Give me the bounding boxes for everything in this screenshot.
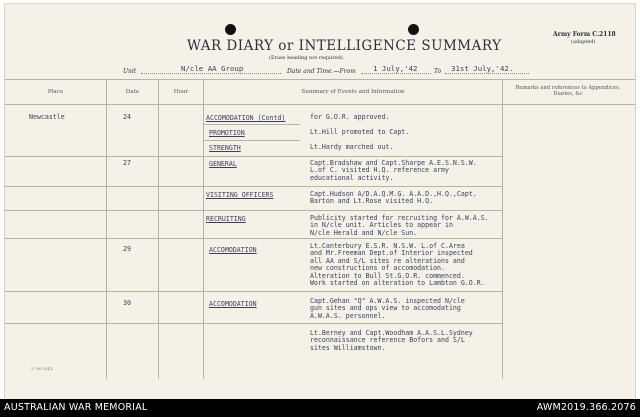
column-header-place: Place	[47, 88, 64, 95]
archive-footer-bar	[0, 399, 640, 417]
row-rule	[5, 291, 502, 292]
column-divider	[158, 79, 159, 379]
row-rule	[5, 238, 502, 239]
column-header-remarks: Remarks and references to Appendices, Diaries, &c	[515, 85, 621, 97]
entry-text: Lt.Berney and Capt.Woodham A.A.S.L.Sydney reconnaissance reference Bofors and S/L sites Williamstown.	[310, 329, 473, 352]
entry-text: Lt.Canterbury E.S.R. N.S.W. L.of C.Area and Mr.Freeman Dept.of Interior inspected all AA and S/L sites re alterations and new constructions of accomodation. Alteration to Bull St.G.O.R. commenced. Work started on alteration to Lambton G.O.R.	[310, 242, 485, 288]
entry-text: Capt.Gehan "Q" A.W.A.S. inspected N/cle gun sites and ops view to accomodating A.W.A.S. personnel.	[310, 297, 465, 320]
entry-subject: ACCOMODATION	[209, 246, 257, 254]
column-divider	[502, 79, 503, 379]
row-rule	[204, 140, 300, 141]
row-rule	[5, 323, 502, 324]
row-rule	[5, 210, 502, 211]
form-title: WAR DIARY or INTELLIGENCE SUMMARY	[187, 38, 502, 54]
unit-label: Unit	[123, 68, 137, 75]
entry-subject: ACCOMODATION	[209, 300, 257, 308]
entry-date: 30	[123, 299, 131, 307]
punch-hole	[225, 24, 236, 35]
entry-subject: STRENGTH	[209, 144, 241, 152]
entry-date: 27	[123, 159, 131, 167]
entry-text: Lt.Hill promoted to Capt.	[310, 128, 410, 136]
entry-text: Lt.Hardy marched out.	[310, 143, 394, 151]
date-from: 1 July,'42	[361, 64, 431, 74]
entry-subject: PROMOTION	[209, 129, 245, 137]
row-rule	[204, 124, 300, 125]
row-rule	[5, 186, 502, 187]
entry-subject: RECRUITING	[206, 215, 246, 223]
archive-reference: AWM2019.366.2076	[536, 402, 636, 413]
date-to: 31st July,'42.	[445, 64, 529, 74]
form-subtitle: (Erase heading not required).	[269, 55, 345, 61]
table-header-rule	[5, 104, 635, 105]
entry-place: Newcastle	[29, 113, 65, 121]
form-number: Army Form C.2118	[553, 31, 616, 38]
date-label: Date and Time.—From	[287, 68, 356, 75]
archive-name: AUSTRALIAN WAR MEMORIAL	[4, 402, 148, 413]
column-divider	[106, 79, 107, 379]
to-label: To	[434, 68, 442, 75]
entry-subject: ACCOMODATION (Contd)	[206, 114, 286, 122]
entry-date: 24	[123, 113, 131, 121]
war-diary-page	[4, 3, 636, 401]
entry-text: Capt.Bradshaw and Capt.Sharpe A.E.S.N.S.W. L.of C. visited H.Q. reference army educational activity.	[310, 159, 477, 182]
entry-subject: VISITING OFFICERS	[206, 191, 274, 199]
entry-text: Publicity started for recruiting for A.W.A.S. in N/cle unit. Articles to appear in N/cle Herald and N/cle Sun.	[310, 214, 489, 237]
entry-text: Capt.Hudson A/D.A.Q.M.G. A.A.D.,H.Q.,Capt. Barton and Lt.Rose visited H.Q.	[310, 190, 477, 206]
punch-hole	[408, 24, 419, 35]
form-note: (adapted)	[571, 39, 596, 45]
column-header-summary: Summary of Events and Information	[301, 88, 405, 95]
column-header-hour: Hour	[173, 88, 189, 95]
entry-date: 29	[123, 245, 131, 253]
column-header-date: Date	[125, 88, 140, 95]
entry-subject: GENERAL	[209, 160, 237, 168]
entry-text: for G.O.R. approved.	[310, 113, 390, 121]
printer-note: 2.700 (3/42)	[31, 367, 54, 371]
unit-value: N/cle AA Group	[141, 64, 281, 74]
row-rule	[5, 156, 502, 157]
